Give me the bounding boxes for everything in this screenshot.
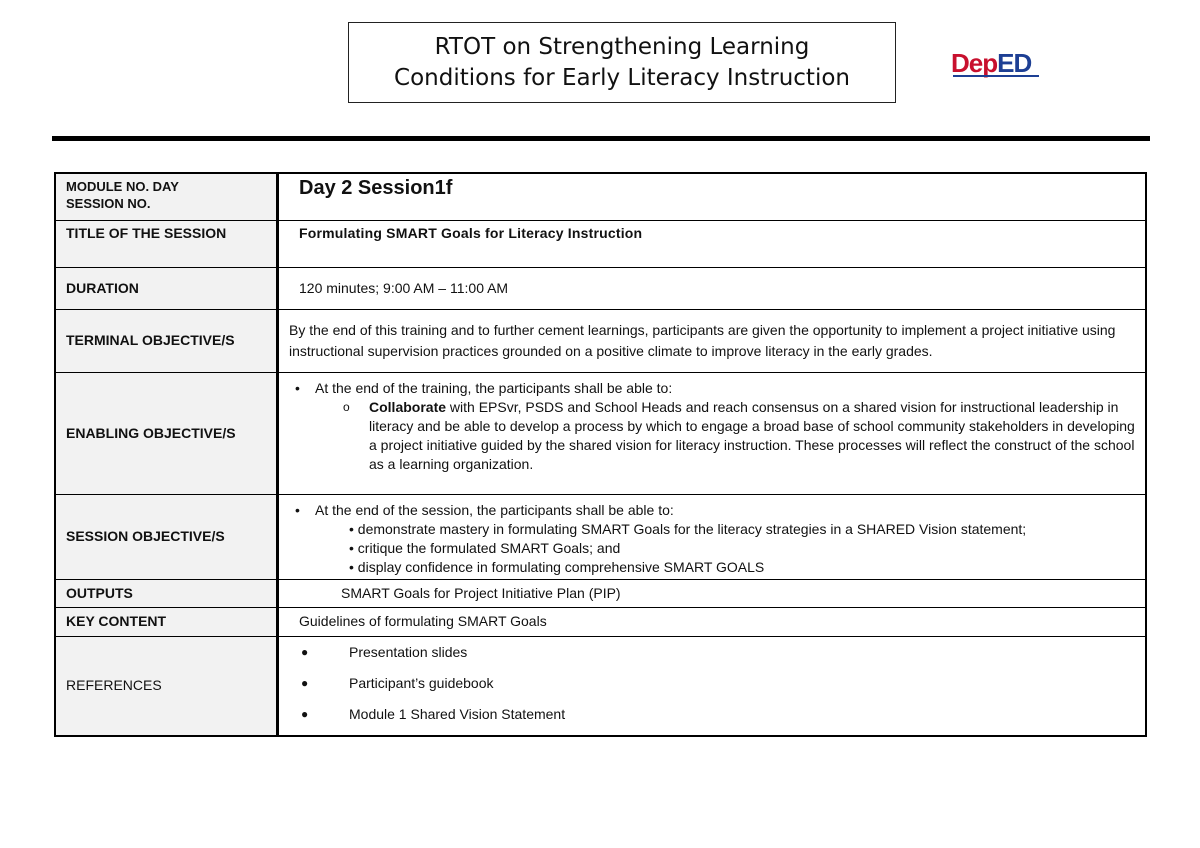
label-session: SESSION OBJECTIVE/S (55, 494, 278, 579)
value-module: Day 2 Session1f (278, 173, 1147, 220)
bullet-icon: • (295, 379, 300, 396)
bullet-icon: ● (301, 644, 309, 659)
value-session (278, 494, 1147, 579)
list-item: ● Module 1 Shared Vision Statement (289, 699, 1135, 730)
label-outputs: OUTPUTS (55, 579, 278, 607)
label-references: REFERENCES (55, 636, 278, 736)
value-references (278, 636, 1147, 736)
label-duration: DURATION (55, 267, 278, 309)
value-outputs: SMART Goals for Project Initiative Plan (PIP) (278, 579, 1147, 607)
table-row-outputs (55, 579, 1146, 607)
logo-text-dep: Dep (951, 48, 998, 78)
label-key-content: KEY CONTENT (55, 607, 278, 636)
bullet-icon: ● (301, 706, 309, 721)
bold-keyword: Collaborate (369, 398, 447, 415)
value-title: Formulating SMART Goals for Literacy Instruction (278, 220, 1147, 267)
title-line-1: RTOT on Strengthening Learning (434, 33, 810, 60)
table-row-session (55, 494, 1146, 579)
list-item: o Collaborate with EPSvr, PSDS and School Heads and reach consensus on a shared vision for instructional leadership in literacy and be able to develop a process by which to engage a broad base of school community stakeholders in developing a project initiative guided by the shared vision for literacy instruction. These processes will reflect the construct of the school as a learning organization. (343, 398, 1135, 472)
table-row-title (55, 220, 1146, 267)
bullet-icon: • (295, 501, 300, 518)
session-guide-table (54, 172, 1147, 737)
list-item: ● Participant’s guidebook (289, 668, 1135, 699)
table-row-key-content (55, 607, 1146, 636)
table-row-duration (55, 267, 1146, 309)
label-module: MODULE NO. DAY SESSION NO. (55, 173, 278, 220)
bullet-icon: ● (301, 675, 309, 690)
table-row-terminal (55, 309, 1146, 372)
title-line-2: Conditions for Early Literacy Instruction (394, 64, 850, 91)
list-item: ● Presentation slides (289, 637, 1135, 668)
table-row-enabling (55, 372, 1146, 494)
label-enabling: ENABLING OBJECTIVE/S (55, 372, 278, 494)
value-key-content: Guidelines of formulating SMART Goals (278, 607, 1147, 636)
label-title: TITLE OF THE SESSION (55, 220, 278, 267)
table-row-references (55, 636, 1146, 736)
value-enabling (278, 372, 1147, 494)
logo-underline (953, 75, 1039, 81)
list-item: • display confidence in formulating comprehensive SMART GOALS (349, 558, 765, 575)
value-duration: 120 minutes; 9:00 AM – 11:00 AM (278, 267, 1147, 309)
value-terminal: By the end of this training and to further cement learnings, participants are given the opportunity to implement a project initiative using instructional supervision practices grounded on a positive climate to improve literacy in the early grades. (278, 309, 1147, 372)
header-divider (52, 136, 1150, 141)
deped-logo (951, 42, 1047, 88)
label-terminal: TERMINAL OBJECTIVE/S (55, 309, 278, 372)
list-item: • demonstrate mastery in formulating SMART Goals for the literacy strategies in a SHARED Vision statement; (349, 520, 1027, 537)
logo-text-ed: ED (997, 48, 1032, 78)
list-item: • At the end of the session, the participants shall be able to: (289, 501, 1135, 520)
list-item: • critique the formulated SMART Goals; and (349, 539, 621, 556)
list-item: • At the end of the training, the participants shall be able to: (289, 379, 1135, 398)
circle-bullet-icon: o (343, 399, 350, 414)
document-title-box (348, 22, 896, 103)
table-row-module (55, 173, 1146, 220)
